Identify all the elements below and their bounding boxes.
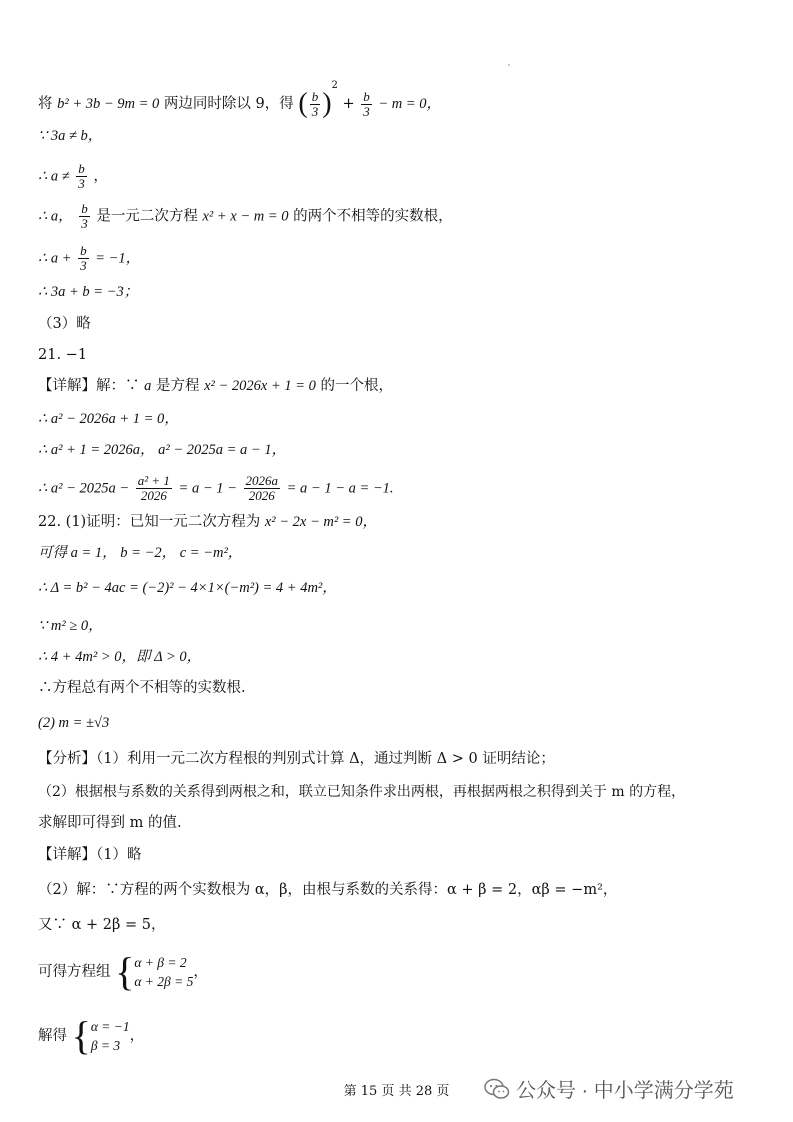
text: 可得方程组 bbox=[38, 964, 111, 980]
watermark-text: 公众号 · 中小学满分学苑 bbox=[516, 1080, 734, 1102]
variable: a bbox=[144, 378, 152, 394]
line-4 bbox=[38, 202, 453, 231]
fraction bbox=[78, 244, 89, 273]
equation: ∵ 3a ≠ b， bbox=[38, 128, 103, 144]
denominator: 3 bbox=[81, 216, 88, 231]
equation: 可得 a = 1， b = −2， c = −m²， bbox=[38, 545, 243, 561]
line-1 bbox=[38, 76, 441, 119]
equation: − m = 0， bbox=[378, 96, 442, 112]
equation: b² + 3b − 9m = 0 bbox=[57, 96, 160, 112]
text: 又∵ α + 2β = 5， bbox=[38, 917, 166, 933]
equation: = a − 1 − bbox=[178, 480, 237, 497]
paren: ) bbox=[322, 88, 332, 119]
speck bbox=[508, 64, 510, 66]
equation: α + 2β = 5 bbox=[134, 974, 194, 989]
fraction bbox=[310, 90, 321, 119]
line-27 bbox=[38, 1013, 145, 1058]
equation: ∴ a， bbox=[38, 208, 73, 225]
line-6 bbox=[38, 282, 138, 302]
paren: ( bbox=[298, 88, 308, 119]
line-5 bbox=[38, 244, 140, 273]
equation: α + β = 2 bbox=[134, 955, 187, 970]
fraction bbox=[136, 474, 172, 503]
text: （2）根据根与系数的关系得到两根之和，联立已知条件求出两根，再根据两根之积得到关于 m 的方程， bbox=[38, 784, 686, 800]
fraction bbox=[76, 162, 87, 191]
answer-22-2: (2) m = ±√3 bbox=[38, 715, 110, 731]
page-footer: 第 15 页 共 28 页 bbox=[343, 1084, 450, 1099]
answer-21: 21. −1 bbox=[38, 347, 88, 363]
line-25 bbox=[38, 915, 165, 935]
fraction bbox=[244, 474, 281, 503]
wechat-icon bbox=[484, 1078, 510, 1100]
line-2 bbox=[38, 126, 102, 146]
text: ， bbox=[93, 168, 108, 185]
line-21 bbox=[38, 782, 685, 802]
brace: { bbox=[115, 949, 135, 994]
denominator: 3 bbox=[311, 103, 319, 119]
text: 解得 bbox=[38, 1028, 67, 1044]
text: ， bbox=[129, 1028, 145, 1044]
denominator: 2026 bbox=[140, 488, 167, 503]
equation: ∵ m² ≥ 0， bbox=[38, 618, 103, 634]
denominator: 3 bbox=[363, 103, 370, 119]
line-15 bbox=[38, 578, 337, 598]
text: （3）略 bbox=[38, 316, 91, 332]
text: 【详解】（1）略 bbox=[38, 847, 142, 863]
equation-system bbox=[134, 953, 193, 991]
denominator: 3 bbox=[80, 258, 87, 273]
line-10 bbox=[38, 409, 179, 429]
equation: = −1， bbox=[95, 250, 141, 267]
text: 【分析】（1）利用一元二次方程根的判别式计算 Δ，通过判断 Δ > 0 证明结论； bbox=[38, 751, 555, 767]
denominator: 3 bbox=[78, 176, 85, 191]
equation: ∴ a + bbox=[38, 250, 72, 267]
line-18 bbox=[38, 678, 246, 698]
denominator: 2026 bbox=[248, 488, 275, 503]
text: （2）解：∵方程的两个实数根为 α，β，由根与系数的关系得：α + β = 2，αβ = −m²， bbox=[38, 882, 618, 898]
equation: β = 3 bbox=[90, 1038, 121, 1053]
equation: ∴ a² + 1 = 2026a， a² − 2025a = a − 1， bbox=[38, 442, 287, 458]
brace: { bbox=[71, 1013, 91, 1058]
equation: ∴ 4 + 4m² > 0，即 Δ > 0， bbox=[38, 649, 202, 665]
equation: ∴ a ≠ bbox=[38, 168, 70, 185]
line-19 bbox=[38, 713, 109, 733]
line-12 bbox=[38, 474, 394, 503]
line-14 bbox=[38, 543, 242, 563]
text: + bbox=[342, 96, 355, 112]
equation: α = −1 bbox=[90, 1019, 130, 1034]
text: 是方程 bbox=[155, 378, 200, 394]
equation: x² − 2026x + 1 = 0 bbox=[204, 378, 316, 394]
text: 的两个不相等的实数根， bbox=[293, 208, 453, 225]
text: 的一个根， bbox=[320, 378, 394, 394]
line-9 bbox=[38, 376, 393, 396]
numerator: b bbox=[78, 161, 85, 176]
text: 两边同时除以 9，得 bbox=[163, 96, 294, 112]
line-26 bbox=[38, 949, 208, 994]
text: 是一元二次方程 bbox=[96, 208, 198, 225]
text: 【详解】解：∵ bbox=[38, 378, 140, 394]
line-22 bbox=[38, 813, 182, 833]
text: ∴方程总有两个不相等的实数根. bbox=[38, 680, 246, 696]
exponent: 2 bbox=[331, 80, 338, 91]
numerator: b bbox=[80, 243, 87, 258]
numerator: b bbox=[311, 88, 319, 104]
line-11 bbox=[38, 440, 286, 460]
equation: x² + x − m = 0 bbox=[202, 208, 289, 225]
line-20 bbox=[38, 749, 555, 769]
numerator: b bbox=[81, 201, 88, 216]
line-23 bbox=[38, 845, 141, 865]
line-24 bbox=[38, 880, 617, 900]
numerator: b bbox=[363, 88, 370, 104]
text: 求解即可得到 m 的值. bbox=[38, 815, 182, 831]
fraction bbox=[79, 202, 90, 231]
numerator: 2026a bbox=[245, 473, 279, 488]
equation: ∴ a² − 2025a − bbox=[38, 480, 130, 497]
solution-system bbox=[91, 1017, 130, 1055]
line-7 bbox=[38, 314, 91, 334]
equation: ∴ 3a + b = −3； bbox=[38, 284, 139, 300]
text: 将 bbox=[38, 96, 53, 112]
equation: = a − 1 − a = −1. bbox=[286, 480, 394, 497]
line-16 bbox=[38, 616, 103, 636]
line-8 bbox=[38, 345, 87, 365]
text: 22. (1)证明：已知一元二次方程为 bbox=[38, 514, 261, 530]
numerator: a² + 1 bbox=[137, 473, 170, 488]
fraction bbox=[361, 90, 372, 119]
equation: ∴ a² − 2026a + 1 = 0， bbox=[38, 411, 179, 427]
watermark bbox=[484, 1074, 734, 1103]
line-13 bbox=[38, 512, 377, 532]
equation: ∴ Δ = b² − 4ac = (−2)² − 4×1×(−m²) = 4 + 4m²， bbox=[38, 580, 337, 596]
text: ， bbox=[193, 964, 208, 980]
line-3 bbox=[38, 162, 108, 191]
line-17 bbox=[38, 647, 201, 667]
equation: x² − 2x − m² = 0， bbox=[264, 514, 377, 530]
